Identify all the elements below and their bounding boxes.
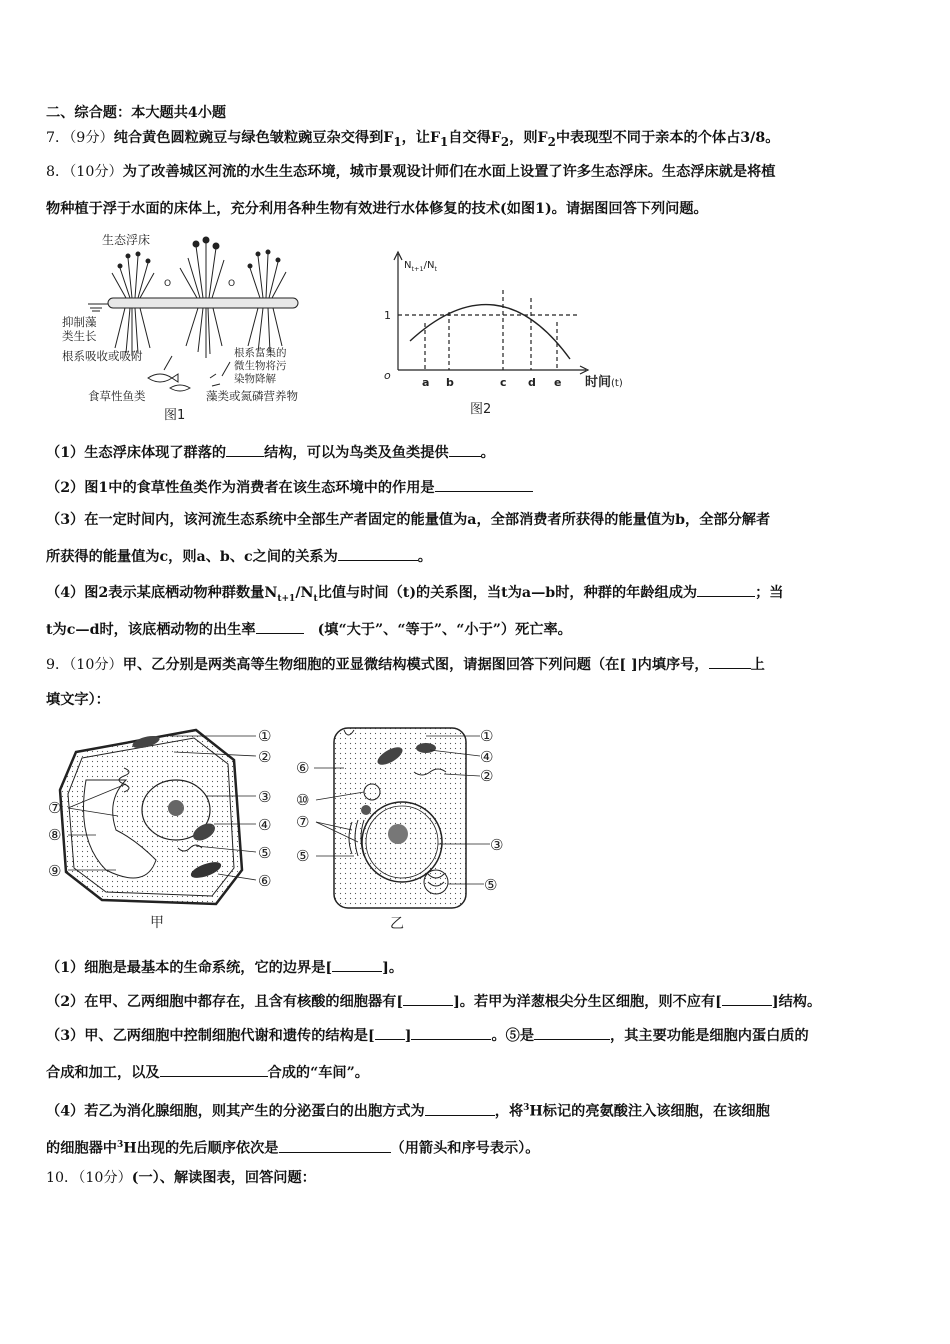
q9-part-4-line1 xyxy=(46,1098,910,1122)
q9-p3-blank-3[interactable] xyxy=(534,1025,610,1040)
q9-line1-b: 上 xyxy=(750,657,765,673)
q10-number: 10． xyxy=(46,1170,79,1186)
q9-p3-blank-2[interactable] xyxy=(411,1025,491,1040)
x-axis-label: 时间(t) xyxy=(585,375,623,390)
yi-label-3: ② xyxy=(480,767,494,785)
q9-p4-sup: 3 xyxy=(523,1103,530,1113)
jia-label-9: ⑨ xyxy=(48,862,62,880)
yi-label-7: ⑤ xyxy=(296,847,310,865)
x-tick-e: e xyxy=(554,376,562,389)
q8-p3-blank[interactable] xyxy=(338,546,418,561)
q9-number: 9． xyxy=(46,657,70,673)
q8-p3-line2-b: 。 xyxy=(417,549,432,565)
q9-part-4-line2 xyxy=(46,1135,910,1159)
figure-2-caption: 图2 xyxy=(470,402,492,417)
question-7 xyxy=(46,128,910,152)
figure-1-ecological-float xyxy=(60,228,310,428)
q9-p2-blank-1[interactable] xyxy=(403,991,453,1006)
x-tick-d: d xyxy=(528,376,536,389)
mitochondrion-2 xyxy=(416,743,436,753)
x-tick-b: b xyxy=(446,376,454,389)
q9-p3-c: 。⑤是 xyxy=(491,1028,535,1044)
q7-score: （9分） xyxy=(69,130,114,146)
q8-number: 8． xyxy=(46,164,70,180)
q9-p1-blank[interactable] xyxy=(332,957,382,972)
y-axis-label: $N_{t+1}/N_t$ xyxy=(404,260,438,273)
q9-p2-c: ]结构。 xyxy=(771,994,822,1010)
q7-text-a: 纯合黄色圆粒豌豆与绿色皱粒豌豆杂交得到F xyxy=(113,130,394,146)
q9-p3-b: ] xyxy=(404,1028,412,1044)
q8-p4-sub1: t+1 xyxy=(277,593,296,604)
yi-label-6: ⑦ xyxy=(296,813,310,831)
q8-part-3-line2 xyxy=(46,546,910,567)
caption-yi: 乙 xyxy=(390,916,404,932)
q7-text-b: ，让F xyxy=(401,130,441,146)
q7-sub-2b: 2 xyxy=(547,134,556,149)
q8-p4-c: 比值与时间（t)的关系图，当t为a—b时，种群的年龄组成为 xyxy=(317,585,698,601)
q9-p4-b: ，将 xyxy=(494,1103,524,1120)
q8-p3-line2-a: 所获得的能量值为c，则a、b、c之间的关系为 xyxy=(46,549,338,565)
q9-p4-line2-b: H出现的先后顺序依次是 xyxy=(123,1140,279,1157)
jia-label-6: ⑥ xyxy=(258,872,272,890)
q8-p4-line2-a: t为c—d时，该底栖动物的出生率 xyxy=(46,622,256,638)
jia-label-3: ③ xyxy=(258,788,272,806)
q8-part-1 xyxy=(46,442,910,463)
q9-part-2 xyxy=(46,991,910,1012)
label-microbes-2: 微生物将污 xyxy=(234,360,287,372)
q9-p3-d: ，其主要功能是细胞内蛋白质的 xyxy=(610,1028,809,1044)
ratio-curve xyxy=(410,305,570,359)
q8-p4-d: ；当 xyxy=(755,585,784,601)
q9-p4-c: H标记的亮氨酸注入该细胞，在该细胞 xyxy=(529,1103,770,1120)
q9-p2-b: ]。若甲为洋葱根尖分生区细胞，则不应有[ xyxy=(453,994,722,1010)
q9-p4-line2-a: 的细胞器中 xyxy=(46,1140,117,1157)
q8-part-4-line1 xyxy=(46,582,910,609)
yi-label-9: ⑤ xyxy=(484,876,498,894)
ribosome-cluster xyxy=(361,805,371,815)
nucleolus xyxy=(168,800,184,816)
yi-label-5: ⑩ xyxy=(296,791,310,809)
yi-label-2: ④ xyxy=(480,748,494,766)
q7-sub-1b: 1 xyxy=(440,134,449,149)
question-8-line2: 物种植于浮于水面的床体上，充分利用各种生物有效进行水体修复的技术(如图1)。请据图回答下列问题。 xyxy=(46,201,708,217)
x-tick-c: c xyxy=(500,376,507,389)
q9-part-1 xyxy=(46,957,910,978)
fish-icon xyxy=(148,374,178,382)
q9-score: （10分） xyxy=(69,657,123,673)
q9-p3-line2-a: 合成和加工，以及 xyxy=(46,1065,160,1081)
label-herbivore-fish: 食草性鱼类 xyxy=(88,389,146,403)
section-title: 二、综合题：本大题共4小题 xyxy=(46,105,227,121)
q9-p1-a: （1）细胞是最基本的生命系统，它的边界是[ xyxy=(46,960,333,976)
q10-score: （10分） xyxy=(78,1170,132,1186)
q8-p1-c: 。 xyxy=(480,445,495,461)
q8-p4-sub2: t xyxy=(313,593,318,604)
q7-number: 7． xyxy=(46,130,70,146)
label-root-absorb: 根系吸收或吸附 xyxy=(62,349,143,363)
q9-p4-blank-2[interactable] xyxy=(279,1138,391,1153)
q9-intro-blank xyxy=(709,654,751,669)
origin-label: o xyxy=(384,369,391,382)
float-bed xyxy=(108,298,298,308)
question-10 xyxy=(46,1168,910,1188)
label-microbes-1: 根系富集的 xyxy=(234,347,287,359)
yi-label-8: ③ xyxy=(490,836,504,854)
q7-sub-1: 1 xyxy=(393,134,402,149)
jia-label-4: ④ xyxy=(258,816,272,834)
q8-p1-blank-2[interactable] xyxy=(449,442,481,457)
nucleolus xyxy=(388,824,408,844)
q8-p2-text: （2）图1中的食草性鱼类作为消费者在该生态环境中的作用是 xyxy=(46,480,435,496)
q9-p4-a: （4）若乙为消化腺细胞，则其产生的分泌蛋白的出胞方式为 xyxy=(46,1103,425,1120)
question-8-line1 xyxy=(46,162,910,182)
label-float-bed: 生态浮床 xyxy=(102,233,151,247)
q9-p1-b: ]。 xyxy=(382,960,404,976)
figure-animal-cell-yi xyxy=(294,722,516,937)
q9-p3-blank-1[interactable] xyxy=(375,1025,405,1040)
question-9-line2: 填文字）： xyxy=(46,692,110,708)
label-o2-b: O xyxy=(228,279,236,289)
q8-line1: 为了改善城区河流的水生生态环境，城市景观设计师们在水面上设置了许多生态浮床。生态浮床就是将植 xyxy=(122,164,776,180)
jia-label-1: ① xyxy=(258,727,272,745)
label-inhibit-2: 类生长 xyxy=(62,329,97,343)
label-microbes-3: 染物降解 xyxy=(234,373,276,385)
figure-plant-cell-jia xyxy=(46,720,286,935)
q8-p4-b: /N xyxy=(295,585,314,601)
label-algae: 藻类或氮磷营养物 xyxy=(206,389,298,403)
figure-2-population-ratio-chart xyxy=(380,246,650,421)
figure-1-caption: 图1 xyxy=(164,408,186,423)
q9-part-3-line1 xyxy=(46,1025,910,1046)
q8-p4-blank-1[interactable] xyxy=(697,582,755,597)
yi-label-1: ① xyxy=(480,727,494,745)
q9-p3-line2-b: 合成的“车间”。 xyxy=(267,1065,369,1081)
q8-p2-blank[interactable] xyxy=(435,477,533,492)
q9-p4-line2-c: （用箭头和序号表示）。 xyxy=(390,1140,540,1157)
q7-text-d: ，则F xyxy=(509,130,548,146)
question-9-line1 xyxy=(46,654,910,675)
q7-sub-2: 2 xyxy=(500,134,510,149)
q8-part-4-line2 xyxy=(46,619,910,640)
y-tick-1: 1 xyxy=(384,309,391,322)
q8-p4-line2-b: (填“大于”、“等于”、“小于”）死亡率。 xyxy=(317,622,572,638)
label-inhibit-1: 抑制藻 xyxy=(62,315,97,329)
q8-score: （10分） xyxy=(69,164,123,180)
q9-part-3-line2 xyxy=(46,1062,910,1083)
q8-p4-a: （4）图2表示某底栖动物种群数量N xyxy=(46,585,278,601)
q8-p1-blank-1[interactable] xyxy=(226,442,264,457)
q7-text-e: 中表现型不同于亲本的个体占3/8。 xyxy=(555,130,780,146)
q10-text: (一）、解读图表，回答问题： xyxy=(131,1170,316,1186)
caption-jia: 甲 xyxy=(150,915,164,931)
yi-label-4: ⑥ xyxy=(296,759,310,777)
q8-p1-b: 结构，可以为鸟类及鱼类提供 xyxy=(264,445,449,461)
q9-p4-blank-1[interactable] xyxy=(425,1101,495,1116)
q9-line1-a: 甲、乙分别是两类高等生物细胞的亚显微结构模式图，请据图回答下列问题（在[ ]内填序号， xyxy=(122,657,709,673)
q8-p4-blank-2[interactable] xyxy=(256,619,304,634)
q9-p4-line2-sup: 3 xyxy=(116,1140,124,1150)
label-o2-a: O xyxy=(164,279,172,289)
jia-label-5: ⑤ xyxy=(258,844,272,862)
q7-text-c: 自交得F xyxy=(448,130,501,146)
q8-part-2 xyxy=(46,477,910,498)
x-tick-a: a xyxy=(422,376,430,389)
q9-p3-a: （3）甲、乙两细胞中控制细胞代谢和遗传的结构是[ xyxy=(46,1028,375,1044)
q9-p3-blank-4[interactable] xyxy=(160,1062,268,1077)
jia-label-2: ② xyxy=(258,748,272,766)
q9-p2-blank-2[interactable] xyxy=(722,991,772,1006)
q8-part-3-line1: （3）在一定时间内，该河流生态系统中全部生产者固定的能量值为a，全部消费者所获得的能量值为b，全部分解者 xyxy=(46,512,771,528)
q9-p2-a: （2）在甲、乙两细胞中都存在，且含有核酸的细胞器有[ xyxy=(46,994,404,1010)
q8-p1-a: （1）生态浮床体现了群落的 xyxy=(46,445,227,461)
jia-label-7: ⑦ xyxy=(48,799,62,817)
jia-label-8: ⑧ xyxy=(48,826,62,844)
